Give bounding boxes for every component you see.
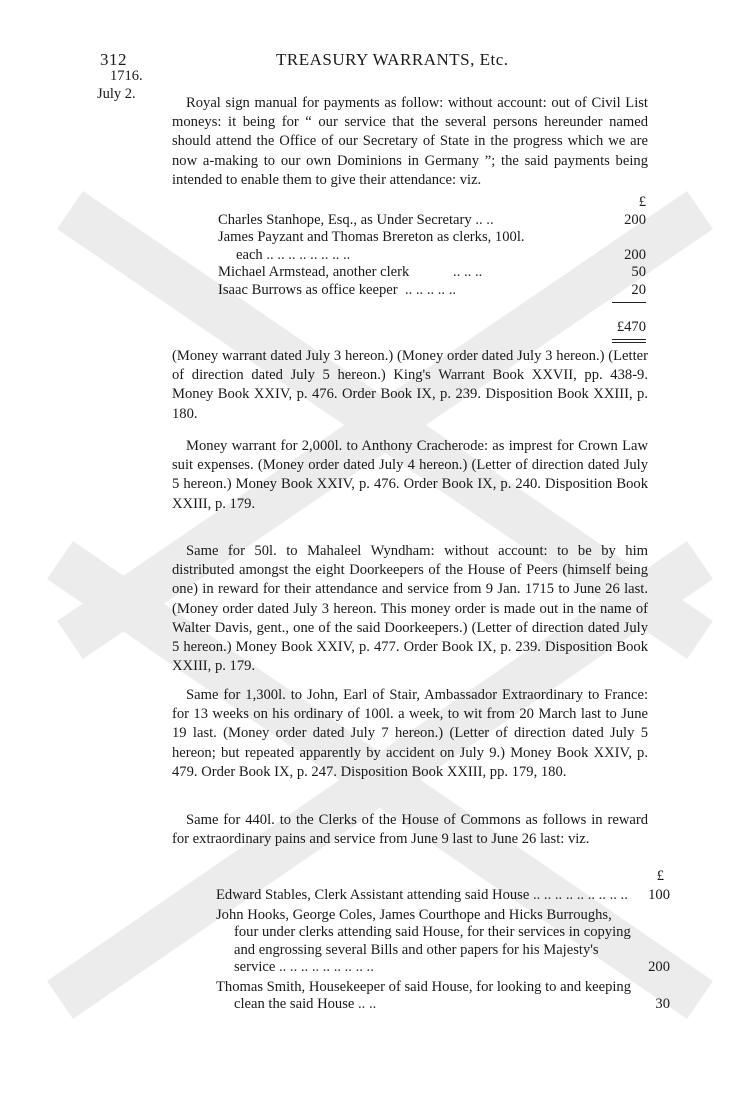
total-rule: [612, 339, 646, 340]
currency-symbol: £: [638, 194, 646, 210]
entry5-list: [216, 868, 670, 1014]
list-item: Edward Stables, Clerk Assistant attending said House .. .. .. .. .. .. .. .. .. 100: [216, 887, 670, 903]
sum-rule: [612, 302, 646, 303]
list-item: James Payzant and Thomas Brereton as clerks, 100l.: [218, 229, 525, 245]
entry1-total: £470: [616, 319, 646, 335]
entry4: Same for 1,300l. to John, Earl of Stair, Ambassador Extraordinary to France: for 13 weeks on his ordinary of 100l. a week, to wit from 20 March last to June 19 last. (Money order dated July 7 hereon.) (Letter of direction dated July 5 hereon; but repeated apparently by accident on July 9.) Money Book XXIV, p. 479. Order Book IX, p. 247. Disposition Book XXIII, pp. 179, 180.: [172, 687, 648, 780]
entry1-references: (Money warrant dated July 3 hereon.) (Money order dated July 3 hereon.) (Letter of direction dated July 5 hereon.) King's Warrant Book XXVII, pp. 438-9. Money Book XXIV, p. 476. Order Book IX, p. 239. Disposition Book XXIII, p. 180.: [172, 348, 648, 422]
currency-symbol: £: [656, 868, 664, 884]
running-title: TREASURY WARRANTS, Etc.: [276, 50, 509, 69]
list-item: Isaac Burrows as office keeper .. .. .. .. .. 20: [218, 281, 646, 298]
margin-date: July 2.: [97, 86, 136, 102]
list-item: Thomas Smith, Housekeeper of said House, for looking to and keeping clean the said House .. .. 30: [216, 978, 670, 1012]
entry2: Money warrant for 2,000l. to Anthony Cracherode: as imprest for Crown Law suit expenses. (Money order dated July 4 hereon.) (Letter of direction dated July 5 hereon.) Money Book XXIV, p. 476. Order Book IX, p. 240. Disposition Book XXIII, p. 179.: [172, 438, 648, 512]
list-item: each .. .. .. .. .. .. .. .. 200: [236, 246, 646, 263]
entry3: Same for 50l. to Mahaleel Wyndham: without account: to be by him distributed amongst the eight Doorkeepers of the House of Peers (himself being one) in reward for their attendance and service from 9 Jan. 1715 to June 26 last. (Money order dated July 3 hereon. This money order is made out in the name of Walter Davis, gent., one of the said Doorkeepers.) (Letter of direction dated July 5 hereon.) Money Book XXIV, p. 477. Order Book IX, p. 239. Disposition Book XXIII, p. 179.: [172, 543, 648, 675]
entry1-list: [218, 194, 646, 299]
entry5-intro: Same for 440l. to the Clerks of the House of Commons as follows in reward for extraordinary pains and service from June 9 last to June 26 last: viz.: [172, 812, 648, 848]
entry1-intro: Royal sign manual for payments as follow: without account: out of Civil List moneys: it being for “ our service that the several persons hereunder named should attend the Office of our Secretary of State in the progress which we are now a-making to our own Dominions in Germany ”; the said payments being intended to enable them to give their attendance: viz.: [172, 95, 648, 188]
list-item: John Hooks, George Coles, James Courthope and Hicks Burroughs, four under clerks attending said House, for their services in copying and engrossing several Bills and other papers for his Majesty's service .. .. .. .. .. .. .. .. .. 200: [216, 906, 670, 975]
page-number: 312: [100, 50, 127, 69]
total-rule-double: [612, 342, 646, 343]
margin-year: 1716.: [110, 68, 143, 84]
list-item: Charles Stanhope, Esq., as Under Secretary .. .. 200: [218, 211, 646, 228]
list-item: Michael Armstead, another clerk .. .. .. 50: [218, 264, 646, 280]
